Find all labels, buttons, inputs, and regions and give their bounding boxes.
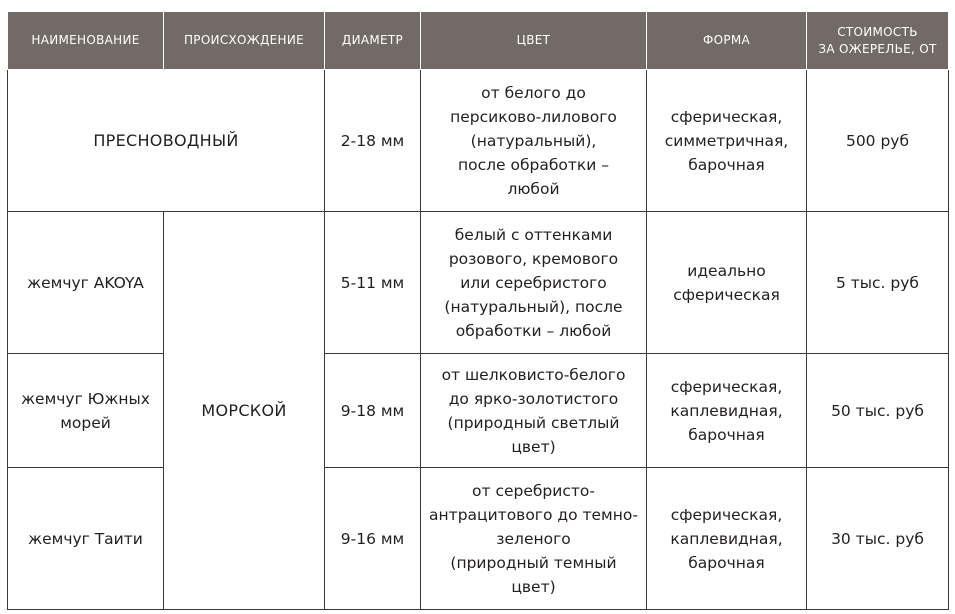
cell-shape: сферическая, симметричная, барочная bbox=[647, 70, 807, 212]
cell-price: 50 тыс. руб bbox=[807, 354, 949, 468]
cell-diameter: 5-11 мм bbox=[325, 212, 421, 354]
table-row bbox=[8, 70, 949, 212]
cell-price: 30 тыс. руб bbox=[807, 468, 949, 610]
table-row bbox=[8, 468, 949, 610]
cell-price: 500 руб bbox=[807, 70, 949, 212]
table-header-row bbox=[8, 11, 949, 70]
cell-name: ПРЕСНОВОДНЫЙ bbox=[8, 70, 325, 212]
header-shape: ФОРМА bbox=[647, 11, 807, 70]
cell-origin-marine: МОРСКОЙ bbox=[164, 212, 325, 610]
header-color: ЦВЕТ bbox=[421, 11, 647, 70]
cell-color: белый с оттенками розового, кремового или серебристого (натуральный), после обработки – любой bbox=[421, 212, 647, 354]
pearl-types-table bbox=[7, 10, 949, 610]
header-diameter: ДИАМЕТР bbox=[325, 11, 421, 70]
cell-price: 5 тыс. руб bbox=[807, 212, 949, 354]
cell-diameter: 9-18 мм bbox=[325, 354, 421, 468]
cell-color: от шелковисто-белого до ярко-золотистого (природный светлый цвет) bbox=[421, 354, 647, 468]
cell-shape: идеально сферическая bbox=[647, 212, 807, 354]
cell-name: жемчуг Таити bbox=[8, 468, 164, 610]
cell-name: жемчуг AKOYA bbox=[8, 212, 164, 354]
header-name: НАИМЕНОВАНИЕ bbox=[8, 11, 164, 70]
cell-color: от белого до персиково-лилового (натуральный), после обработки – любой bbox=[421, 70, 647, 212]
cell-name: жемчуг Южных морей bbox=[8, 354, 164, 468]
table-row bbox=[8, 354, 949, 468]
cell-color: от серебристо- антрацитового до темно- зеленого (природный темный цвет) bbox=[421, 468, 647, 610]
cell-diameter: 9-16 мм bbox=[325, 468, 421, 610]
cell-shape: сферическая, каплевидная, барочная bbox=[647, 354, 807, 468]
cell-diameter: 2-18 мм bbox=[325, 70, 421, 212]
cell-shape: сферическая, каплевидная, барочная bbox=[647, 468, 807, 610]
header-price: СТОИМОСТЬ ЗА ОЖЕРЕЛЬЕ, ОТ bbox=[807, 11, 949, 70]
header-origin: ПРОИСХОЖДЕНИЕ bbox=[164, 11, 325, 70]
table-row bbox=[8, 212, 949, 354]
